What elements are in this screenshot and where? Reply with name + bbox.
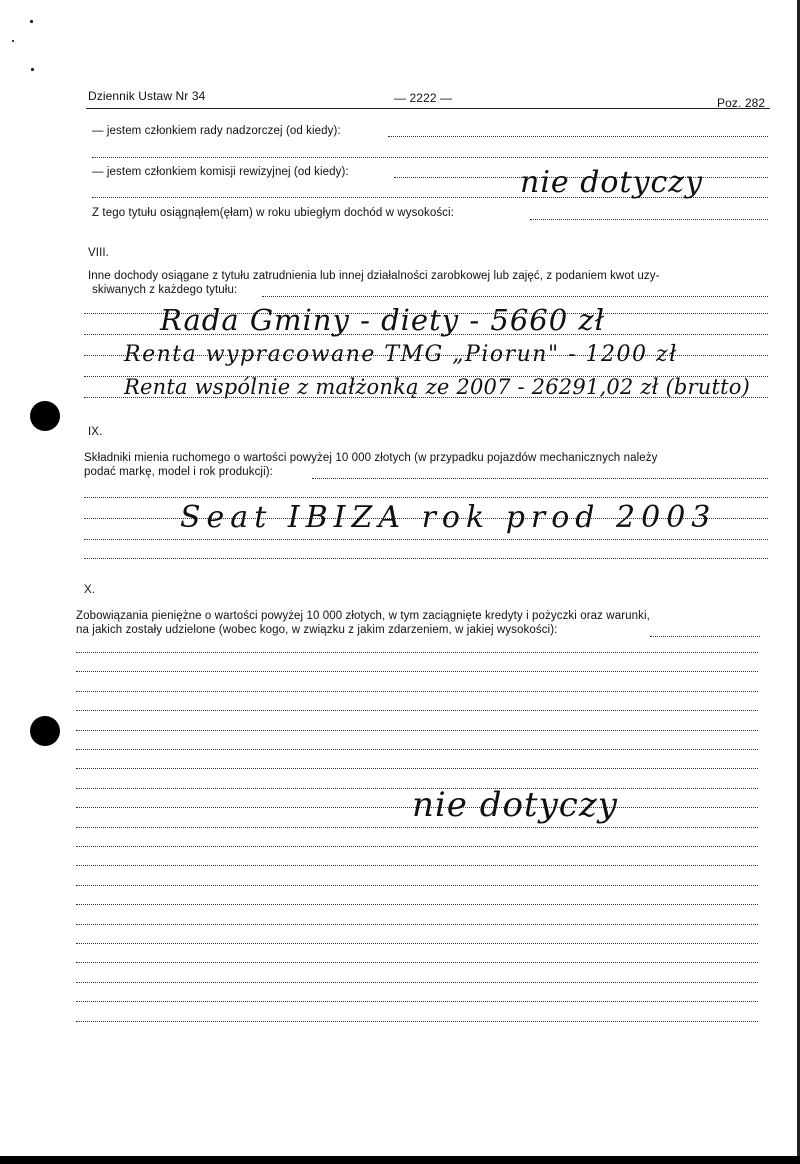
scan-speck: [31, 68, 34, 71]
dotted-line: [76, 885, 758, 886]
dotted-line: [650, 636, 760, 637]
dotted-line: [76, 924, 758, 925]
handwritten-income-line: Renta wspólnie z małżonką ze 2007 - 26291,02 zł (brutto): [124, 375, 751, 399]
handwritten-not-applicable: nie dotyczy: [520, 165, 704, 200]
header-rule: [86, 108, 770, 109]
dotted-line: [76, 943, 758, 944]
supervisory-board-label: — jestem członkiem rady nadzorczej (od kiedy):: [92, 125, 341, 137]
dotted-line: [76, 865, 758, 866]
dotted-line: [92, 157, 768, 158]
dotted-line: [388, 136, 768, 137]
dotted-line: [76, 1021, 758, 1022]
section-viii-text: Inne dochody osiągane z tytułu zatrudnienia lub innej działalności zarobkowej lub zajęć, z podaniem kwot uzy-: [88, 270, 660, 282]
dotted-line: [530, 219, 768, 220]
punch-hole: [30, 401, 60, 431]
section-x-text: Zobowiązania pieniężne o wartości powyżej 10 000 złotych, w tym zaciągnięte kredyty i pożyczki oraz warunki,: [76, 610, 650, 622]
handwritten-income-line: Rada Gminy - diety - 5660 zł: [160, 303, 606, 337]
dotted-line: [84, 558, 768, 559]
scan-speck: [12, 40, 14, 42]
income-previous-year-label: Z tego tytułu osiągnąłem(ęłam) w roku ubiegłym dochód w wysokości:: [92, 207, 454, 219]
dotted-line: [76, 710, 758, 711]
dotted-line: [84, 539, 768, 540]
section-viii-number: VIII.: [88, 247, 109, 259]
dotted-line: [76, 904, 758, 905]
handwritten-not-applicable: nie dotyczy: [412, 785, 618, 825]
dotted-line: [84, 497, 768, 498]
handwritten-vehicle: Seat IBIZA rok prod 2003: [180, 500, 717, 535]
dotted-line: [76, 846, 758, 847]
handwritten-income-line: Renta wypracowane TMG „Piorun" - 1200 zł: [124, 342, 678, 367]
dotted-line: [76, 827, 758, 828]
dotted-line: [76, 982, 758, 983]
journal-title: Dziennik Ustaw Nr 34: [88, 89, 206, 103]
dotted-line: [76, 652, 758, 653]
dotted-line: [76, 962, 758, 963]
section-ix-number: IX.: [88, 426, 103, 438]
dotted-line: [76, 730, 758, 731]
dotted-line: [262, 296, 768, 297]
dotted-line: [76, 671, 758, 672]
section-x-text: na jakich zostały udzielone (wobec kogo, w związku z jakim zdarzeniem, w jakiej wysokości):: [76, 624, 558, 636]
dotted-line: [76, 1001, 758, 1002]
punch-hole: [30, 716, 60, 746]
position-number: Poz. 282: [717, 96, 766, 110]
dotted-line: [76, 749, 758, 750]
section-viii-text: skiwanych z każdego tytułu:: [92, 284, 238, 296]
section-ix-text: podać markę, model i rok produkcji):: [84, 466, 273, 478]
section-ix-text: Składniki mienia ruchomego o wartości powyżej 10 000 złotych (w przypadku pojazdów mechanicznych należy: [84, 452, 658, 464]
audit-committee-label: — jestem członkiem komisji rewizyjnej (od kiedy):: [92, 166, 349, 178]
dotted-line: [76, 691, 758, 692]
dotted-line: [312, 478, 768, 479]
section-x-number: X.: [84, 584, 96, 596]
scan-speck: [30, 20, 33, 23]
scan-edge: [0, 1156, 800, 1164]
dotted-line: [76, 768, 758, 769]
page-number: — 2222 —: [394, 91, 453, 105]
